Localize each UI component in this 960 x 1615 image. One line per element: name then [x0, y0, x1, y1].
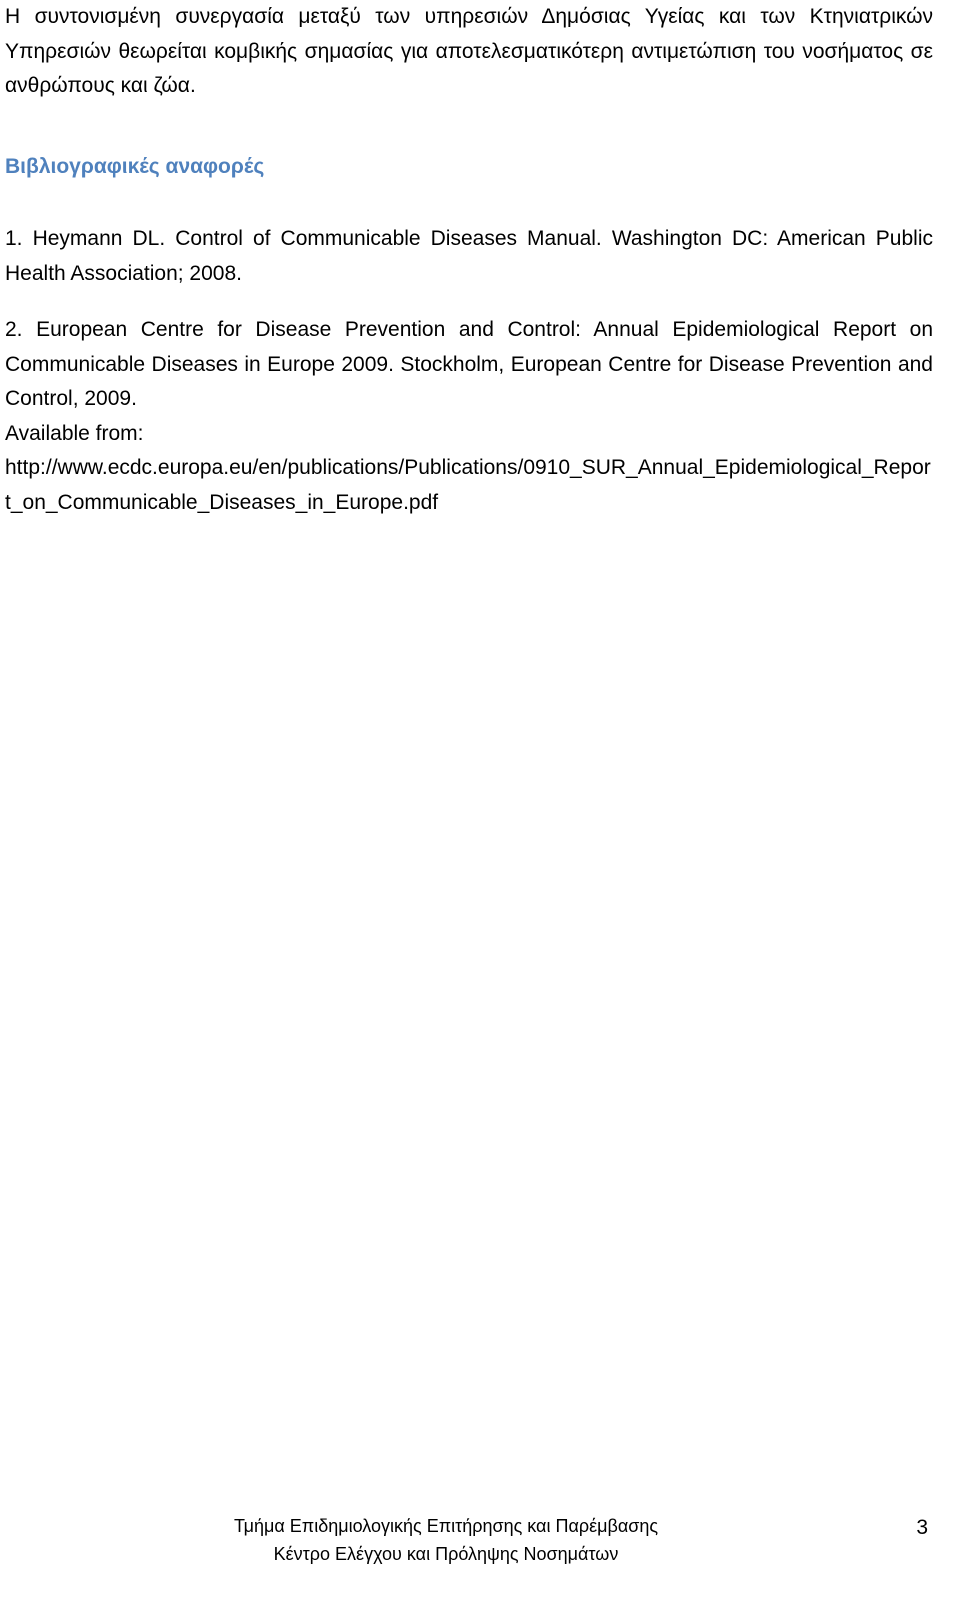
page-footer: [0, 1512, 960, 1602]
footer-center: Κέντρο Ελέγχου και Πρόληψης Νοσημάτων: [273, 1544, 619, 1564]
footer-department: Τμήμα Επιδημιολογικής Επιτήρησης και Παρέμβασης: [233, 1516, 659, 1536]
document-page: [5, 0, 933, 104]
reference-1-text: 1. Heymann DL. Control of Communicable Diseases Manual. Washington DC: American Public Health Association; 2008.: [5, 227, 933, 285]
reference-2-available-label: Available from:: [5, 421, 144, 445]
reference-2-url-link[interactable]: http://www.ecdc.europa.eu/en/publications/Publications/0910_SUR_Annual_Epidemiological_Report_on_Communicable_Diseases_in_Europe.pdf: [5, 456, 931, 514]
reference-2: [5, 313, 933, 520]
reference-2-text: 2. European Centre for Disease Prevention and Control: Annual Epidemiological Report on Communicable Diseases in Europe 2009. Stockholm, European Centre for Disease Prevention and Control, 2009.: [5, 318, 933, 410]
page-number: 3: [916, 1516, 928, 1539]
intro-paragraph: Η συντονισμένη συνεργασία μεταξύ των υπηρεσιών Δημόσιας Υγείας και των Κτηνιατρικών Υπηρεσιών θεωρείται κομβικής σημασίας για αποτελεσματικότερη αντιμετώπιση του νοσήματος σε ανθρώπους και ζώα.: [5, 5, 933, 97]
references-heading: Βιβλιογραφικές αναφορές: [5, 155, 265, 178]
reference-1: [5, 222, 933, 291]
